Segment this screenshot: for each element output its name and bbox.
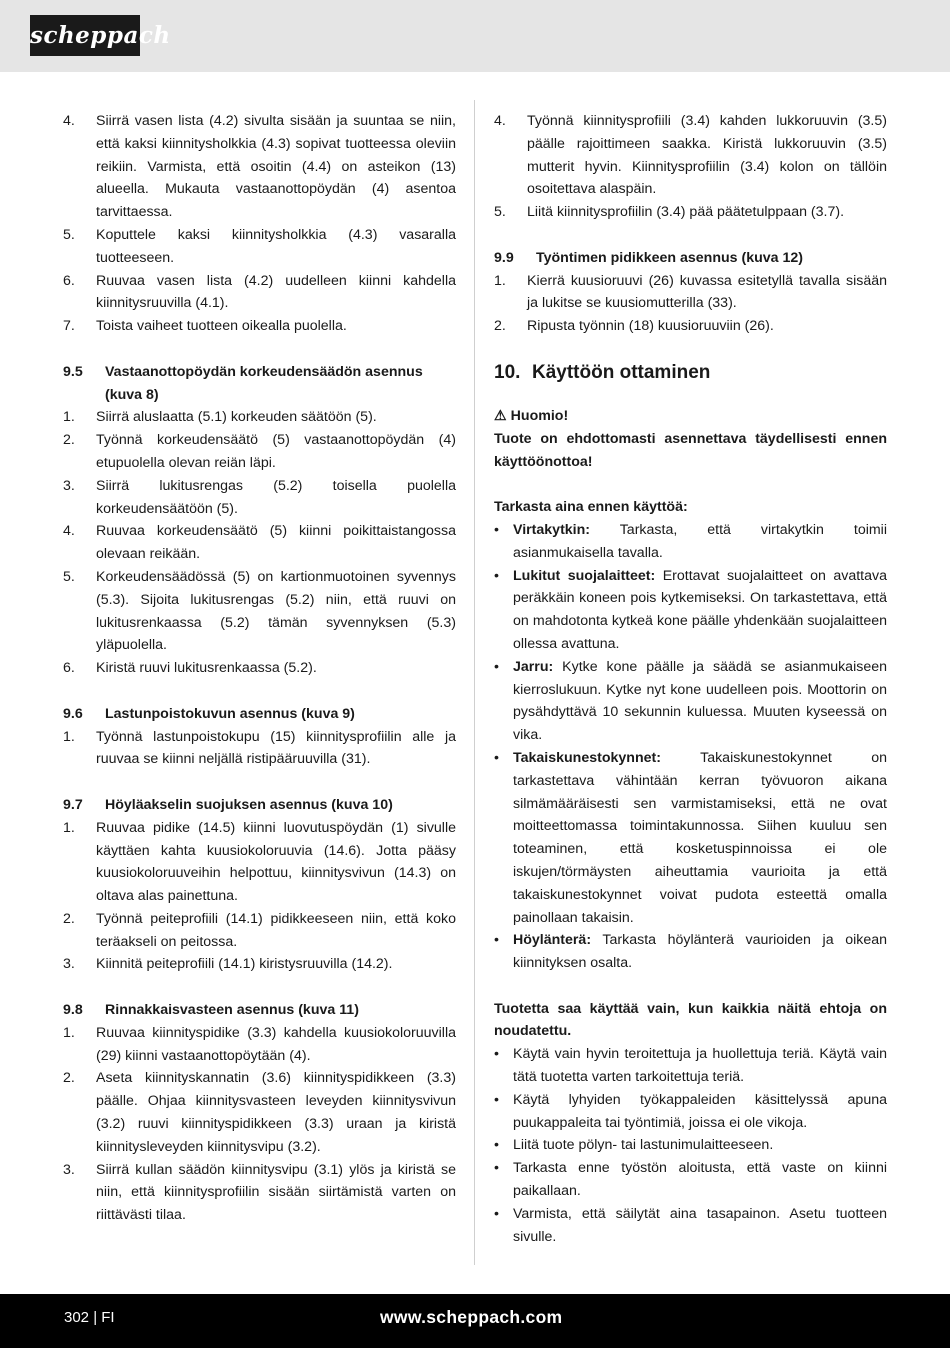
- use-item: • Varmista, että säilytät aina tasapainon. Asetu tuotteen sivulle.: [494, 1203, 887, 1249]
- use-item: • Käytä vain hyvin teroitettuja ja huollettuja teriä. Käytä vain tätä tuotetta varten tarkoitettuja teriä.: [494, 1043, 887, 1089]
- section-heading-9-6: 9.6 Lastunpoistokuvun asennus (kuva 9): [63, 705, 355, 722]
- use-item: • Liitä tuote pölyn- tai lastunimulaitteeseen.: [494, 1134, 887, 1157]
- bullet-icon: •: [494, 1205, 499, 1222]
- list-item: 7. Toista vaiheet tuotteen oikealla puolella.: [63, 318, 347, 335]
- list-item: 4. Siirrä vasen lista (4.2) sivulta sisään ja suuntaa se niin, että kaksi kiinnitysholkkia (4.3) sopivat tuotteessa oleviin reikiin. Varmista, että osoitin (4.4) on asteikon (13) alueella. Mukauta vastaanottopöydän (4) asentoa tarvittaessa.: [63, 113, 456, 221]
- list-item: 5. Liitä kiinnitysprofiilin (3.4) pää päätetulppaan (3.7).: [494, 204, 845, 221]
- list-item: 1. Kierrä kuusioruuvi (26) kuvassa esitetyllä tavalla sisään ja lukitse se kuusiomutterilla (33).: [494, 272, 887, 312]
- list-item: 6. Kiristä ruuvi lukitusrenkaassa (5.2).: [63, 660, 317, 677]
- page-footer: [0, 1294, 950, 1348]
- list-item: 3. Kiinnitä peiteprofiili (14.1) kiristysruuvilla (14.2).: [63, 956, 393, 973]
- use-item: • Käytä lyhyiden työkappaleiden käsittelyssä apuna puukappaleita tai työntimiä, joissa ei ole vikoja.: [494, 1089, 887, 1135]
- left-column: [63, 110, 456, 1227]
- bullet-icon: •: [494, 567, 499, 584]
- use-heading: Tuotetta saa käyttää vain, kun kaikkia näitä ehtoja on noudatettu.: [494, 1000, 887, 1040]
- warning-text: Tuote on ehdottomasti asennettava täydellisesti ennen käyttöönottoa!: [494, 430, 887, 470]
- page-header: [0, 0, 950, 72]
- check-item: • Takaiskunestokynnet: Takaiskunestokynnet on tarkastettava vähintään kerran työvuoron aikana silmämääräisesti sen varmistamiseksi, että ne ovat moitteettomassa toimintakunnossa. Siihen kuuluu sen toteaminen, että kosketuspinnoissa ei ole iskujen/törmäysten aiheuttamia vaurioita ja että takaiskunestokynnet voivat pudota esteettä omalla painollaan takaisin.: [494, 747, 887, 929]
- list-item: 5. Koputtele kaksi kiinnitysholkkia (4.3) vasaralla tuotteeseen.: [63, 226, 456, 266]
- steps-list-continued: [63, 110, 456, 338]
- check-item: • Virtakytkin: Tarkasta, että virtakytkin toimii asianmukaisella tavalla.: [494, 519, 887, 565]
- section-heading-9-7: 9.7 Höyläakselin suojuksen asennus (kuva 10): [63, 796, 393, 813]
- section-heading-9-9: 9.9 Työntimen pidikkeen asennus (kuva 12): [494, 249, 804, 266]
- bullet-icon: •: [494, 1160, 499, 1177]
- warning-label: ⚠ Huomio!: [494, 407, 569, 424]
- list-item: 2. Aseta kiinnityskannatin (3.6) kiinnityspidikkeen (3.3) päälle. Ohjaa kiinnitysvasteen leveyden kiinnitysvivun (3.2) ruuvi kiinnityspidikkeen (3.3) uraan ja kiristä kiinnitysleveyden kiinnitysvipu (3.2).: [63, 1070, 456, 1155]
- section-heading-9-5: 9.5 Vastaanottopöydän korkeudensäädön asennus (kuva 8): [63, 363, 423, 403]
- list-item: 2. Työnnä peiteprofiili (14.1) pidikkeeseen niin, että koko teräakseli on peitossa.: [63, 910, 456, 950]
- list-item: 3. Siirrä kullan säädön kiinnitysvipu (3.1) ylös ja kiristä se niin, että kiinnitysprofiilin sisään siirtämistä varten on riittävästi tilaa.: [63, 1161, 456, 1224]
- section-heading-9-8: 9.8 Rinnakkaisvasteen asennus (kuva 11): [63, 1002, 359, 1019]
- bullet-icon: •: [494, 521, 499, 538]
- bullet-icon: •: [494, 658, 499, 675]
- list-item: 1. Siirrä aluslaatta (5.1) korkeuden säätöön (5).: [63, 409, 377, 426]
- scheppach-logo: scheppach: [30, 15, 140, 56]
- bullet-icon: •: [494, 932, 499, 949]
- column-divider: [474, 100, 475, 1265]
- bullet-icon: •: [494, 1137, 499, 1154]
- list-item: 4. Ruuvaa korkeudensäätö (5) kiinni poikittaistangossa olevaan reikään.: [63, 523, 456, 563]
- bullet-icon: •: [494, 1046, 499, 1063]
- list-item: 2. Työnnä korkeudensäätö (5) vastaanottopöydän (4) etupuolella olevan reiän läpi.: [63, 432, 456, 471]
- list-item: 5. Korkeudensäädössä (5) on kartionmuotoinen syvennys (5.3). Sijoita lukitusrengas (5.2) niin, että ruuvi on lukitusrenkaassa (5.2) tämän syvennyksen (5.3) yläpuolella.: [63, 568, 456, 654]
- list-item: 6. Ruuvaa vasen lista (4.2) uudelleen kiinni kahdella kiinnitysruuvilla (4.1).: [63, 272, 456, 312]
- list-item: 1. Ruuvaa kiinnityspidike (3.3) kahdella kuusiokoloruuvilla (29) kiinni vastaanottopöytään (4).: [63, 1024, 456, 1064]
- website-url: www.scheppach.com: [380, 1307, 563, 1327]
- check-item: • Lukitut suojalaitteet: Erottavat suojalaitteet on avattava peräkkäin koneen pois kytkemiseksi. On tarkastettava, että on mahdotonta kytkeä kone päälle yhdenkään suojalaitteen ollessa avattuna.: [494, 565, 887, 656]
- list-item: 3. Siirrä lukitusrengas (5.2) toisella puolella korkeudensäätöön (5).: [63, 477, 456, 517]
- page-number: 302 | FI: [64, 1309, 115, 1326]
- list-item: 2. Ripusta työnnin (18) kuusioruuviin (26).: [494, 318, 774, 335]
- check-heading: Tarkasta aina ennen käyttöä:: [494, 499, 688, 516]
- bullet-icon: •: [494, 1091, 499, 1108]
- list-item: 1. Ruuvaa pidike (14.5) kiinni luovutuspöydän (1) sivulle käyttäen kahta kuusiokoloruuvia (14.6). Jotta pääsy kuusiokoloruuveihin helpottuu, kiinnitysvivun (14.3) on oltava alas painettuna.: [63, 819, 456, 905]
- bullet-icon: •: [494, 749, 499, 766]
- chapter-heading-10: 10. Käyttöön ottaminen: [494, 361, 711, 383]
- list-item: 4. Työnnä kiinnitysprofiili (3.4) kahden lukkoruuvin (3.5) päälle rajoittimeen saakka. Kiristä lukkoruuvin (3.5) mutterit hyvin. Kiinnitysprofiilin (3.4) kolon on tällöin osoitettava alaspäin.: [494, 113, 887, 198]
- use-item: • Tarkasta enne työstön aloitusta, että vaste on kiinni paikallaan.: [494, 1157, 887, 1203]
- check-item: • Jarru: Kytke kone päälle ja säädä se asianmukaiseen kierroslukuun. Kytke nyt kone uudelleen pois. Moottorin on pysähdyttävä 10 sekunnin kuluessa. Muuten kyseessä on vika.: [494, 656, 887, 747]
- right-column: [494, 110, 887, 1248]
- check-item: • Höylänterä: Tarkasta höylänterä vaurioiden ja oikean kiinnityksen osalta.: [494, 929, 887, 975]
- list-item: 1. Työnnä lastunpoistokupu (15) kiinnitysprofiilin alle ja ruuvaa se kiinni neljällä ristipääruuvilla (31).: [63, 728, 456, 768]
